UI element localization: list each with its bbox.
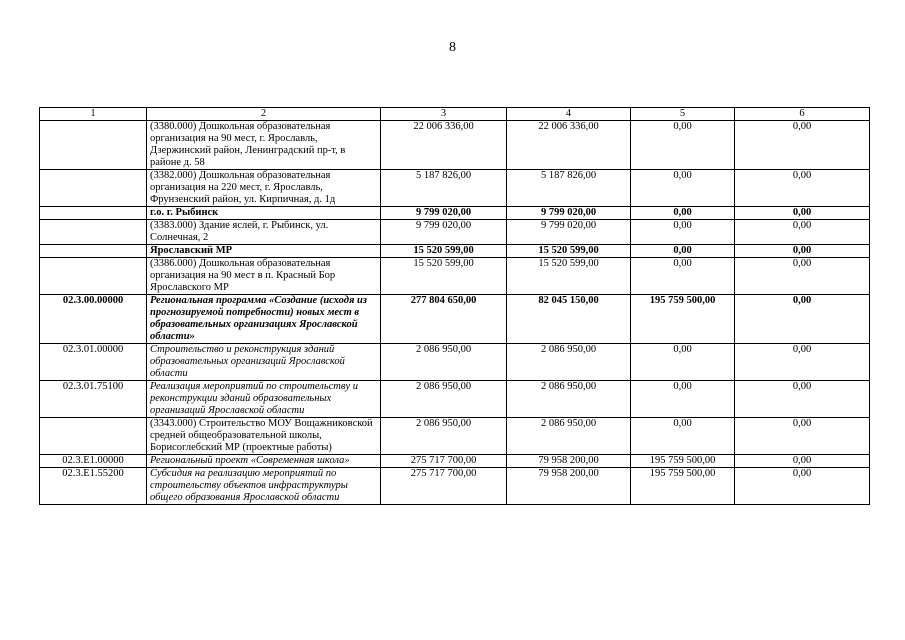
row-federal-cell: 0,00 [631,170,735,207]
table-row [40,418,870,455]
header-col-4: 4 [507,108,631,121]
row-code-cell: 02.3.00.00000 [40,295,147,344]
row-name-cell: г.о. г. Рыбинск [147,207,381,220]
row-name-cell: (3383.000) Здание яслей, г. Рыбинск, ул. Солнечная, 2 [147,220,381,245]
row-regional-cell: 15 520 599,00 [507,258,631,295]
row-name-cell: Ярославский МР [147,245,381,258]
row-other-cell: 0,00 [735,220,870,245]
row-total-cell: 2 086 950,00 [381,381,507,418]
row-regional-cell: 22 006 336,00 [507,121,631,170]
table-row [40,468,870,505]
row-regional-cell: 9 799 020,00 [507,220,631,245]
row-regional-cell: 2 086 950,00 [507,381,631,418]
row-name-cell: Строительство и реконструкция зданий образовательных организаций Ярославской области [147,344,381,381]
row-other-cell: 0,00 [735,381,870,418]
row-name-cell: Реализация мероприятий по строительству и реконструкции зданий образовательных организаций Ярославской области [147,381,381,418]
row-total-cell: 275 717 700,00 [381,468,507,505]
row-total-cell: 9 799 020,00 [381,207,507,220]
row-other-cell: 0,00 [735,455,870,468]
row-other-cell: 0,00 [735,245,870,258]
row-other-cell: 0,00 [735,344,870,381]
row-other-cell: 0,00 [735,207,870,220]
row-total-cell: 2 086 950,00 [381,344,507,381]
row-regional-cell: 2 086 950,00 [507,418,631,455]
row-code-cell: 02.3.01.75100 [40,381,147,418]
row-total-cell: 15 520 599,00 [381,258,507,295]
row-other-cell: 0,00 [735,258,870,295]
row-regional-cell: 82 045 150,00 [507,295,631,344]
table-header-row [40,108,870,121]
table-row [40,245,870,258]
row-federal-cell: 0,00 [631,381,735,418]
row-total-cell: 2 086 950,00 [381,418,507,455]
header-col-5: 5 [631,108,735,121]
row-total-cell: 15 520 599,00 [381,245,507,258]
row-regional-cell: 79 958 200,00 [507,468,631,505]
row-name-cell: (3386.000) Дошкольная образовательная организация на 90 мест в п. Красный Бор Ярославского МР [147,258,381,295]
row-federal-cell: 0,00 [631,258,735,295]
row-other-cell: 0,00 [735,121,870,170]
row-code-cell [40,121,147,170]
row-code-cell [40,220,147,245]
row-federal-cell: 195 759 500,00 [631,455,735,468]
row-regional-cell: 2 086 950,00 [507,344,631,381]
row-other-cell: 0,00 [735,468,870,505]
row-total-cell: 9 799 020,00 [381,220,507,245]
header-col-2: 2 [147,108,381,121]
row-other-cell: 0,00 [735,295,870,344]
row-federal-cell: 0,00 [631,207,735,220]
header-col-6: 6 [735,108,870,121]
table-row [40,170,870,207]
table-row [40,121,870,170]
row-total-cell: 277 804 650,00 [381,295,507,344]
row-federal-cell: 0,00 [631,344,735,381]
row-code-cell [40,170,147,207]
row-federal-cell: 195 759 500,00 [631,468,735,505]
table-row [40,344,870,381]
row-regional-cell: 5 187 826,00 [507,170,631,207]
row-federal-cell: 0,00 [631,220,735,245]
row-other-cell: 0,00 [735,170,870,207]
row-code-cell: 02.3.E1.55200 [40,468,147,505]
row-code-cell [40,418,147,455]
row-name-cell: (3380.000) Дошкольная образовательная организация на 90 мест, г. Ярославль, Дзержинский район, Ленинградский пр-т, в районе д. 58 [147,121,381,170]
row-name-cell: Региональный проект «Современная школа» [147,455,381,468]
row-regional-cell: 15 520 599,00 [507,245,631,258]
row-regional-cell: 9 799 020,00 [507,207,631,220]
table-row [40,258,870,295]
row-code-cell: 02.3.E1.00000 [40,455,147,468]
table-row [40,207,870,220]
row-code-cell [40,258,147,295]
budget-table [39,107,870,505]
row-name-cell: Региональная программа «Создание (исходя из прогнозируемой потребности) новых мест в образовательных организациях Ярославской области» [147,295,381,344]
row-total-cell: 22 006 336,00 [381,121,507,170]
row-federal-cell: 0,00 [631,121,735,170]
row-name-cell: (3343.000) Строительство МОУ Вощажниковской средней общеобразовательной школы, Борисоглебский МР (проектные работы) [147,418,381,455]
row-name-cell: Субсидия на реализацию мероприятий по строительству объектов инфраструктуры общего образования Ярославской области [147,468,381,505]
row-federal-cell: 195 759 500,00 [631,295,735,344]
table-row [40,381,870,418]
table-row [40,295,870,344]
row-code-cell [40,245,147,258]
row-name-cell: (3382.000) Дошкольная образовательная организация на 220 мест, г. Ярославль, Фрунзенский район, ул. Кирпичная, д. 1д [147,170,381,207]
row-other-cell: 0,00 [735,418,870,455]
row-total-cell: 275 717 700,00 [381,455,507,468]
row-total-cell: 5 187 826,00 [381,170,507,207]
table-row [40,455,870,468]
header-col-1: 1 [40,108,147,121]
row-federal-cell: 0,00 [631,418,735,455]
header-col-3: 3 [381,108,507,121]
table-row [40,220,870,245]
row-code-cell [40,207,147,220]
row-federal-cell: 0,00 [631,245,735,258]
page-number: 8 [449,40,456,55]
row-regional-cell: 79 958 200,00 [507,455,631,468]
row-code-cell: 02.3.01.00000 [40,344,147,381]
